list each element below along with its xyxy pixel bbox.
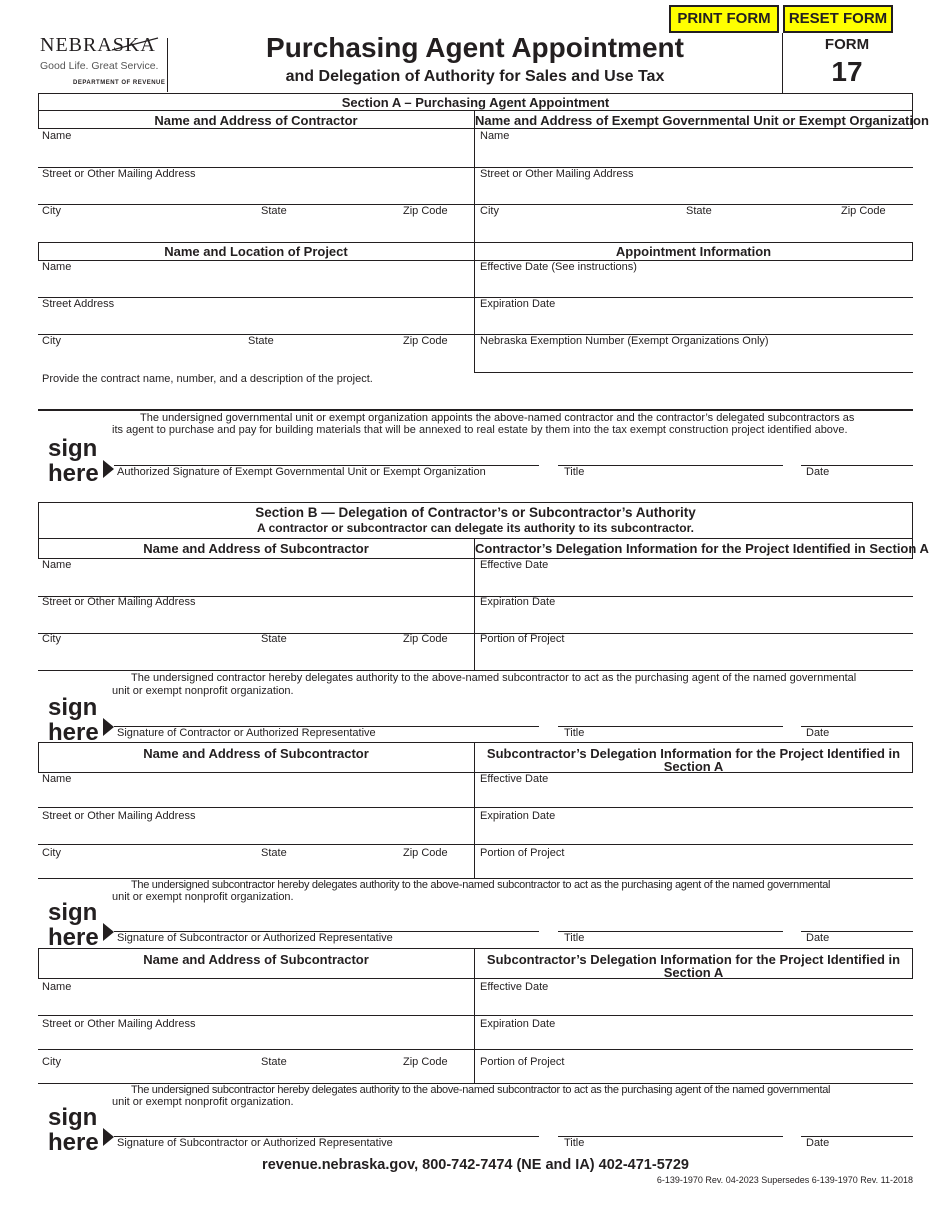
block3-date-field[interactable] [803, 1116, 911, 1134]
logo-department: DEPARTMENT OF REVENUE [73, 80, 166, 86]
block2-name-field[interactable] [42, 788, 470, 806]
sign-here-label [48, 436, 99, 486]
block1-certification-line1: The undersigned contractor hereby delegates authority to the above-named subcontractor to act as the purchasing agent of the named governmental [131, 672, 857, 684]
block2-date-label: Date [806, 932, 830, 944]
rule [38, 1049, 913, 1050]
block3-date-label: Date [806, 1137, 830, 1149]
block1-address-field[interactable] [42, 611, 470, 629]
block2-city-field[interactable] [42, 860, 242, 876]
block1-signature-label: Signature of Contractor or Authorized Representative [117, 727, 376, 739]
project-street-field[interactable] [42, 313, 470, 331]
sign-word: sign [48, 899, 98, 926]
rule [38, 844, 913, 845]
contractor-city-field[interactable] [42, 220, 242, 238]
block1-expiration-field[interactable] [480, 611, 908, 629]
block3-name-field[interactable] [42, 995, 470, 1013]
section-b-subtitle: A contractor or subcontractor can delegate its authority to its subcontractor. [257, 521, 694, 535]
block2-portion-field[interactable] [480, 860, 908, 876]
here-word: here [48, 1129, 99, 1156]
block3-subcontractor-header: Name and Address of Subcontractor [143, 952, 369, 967]
block2-certification-line2: unit or exempt nonprofit organization. [112, 891, 294, 903]
block1-city-label: City [42, 633, 61, 645]
block3-address-label: Street or Other Mailing Address [42, 1018, 196, 1030]
sign-arrow-icon [103, 718, 114, 736]
logo-wordmark: NEBRASKA [40, 34, 156, 56]
exempt-date-label: Date [806, 466, 830, 478]
block1-date-label: Date [806, 727, 830, 739]
block3-certification-line1: The undersigned subcontractor hereby delegates authority to the above-named subcontractor to act as the purchasing agent of the named governmental [131, 1084, 831, 1096]
block1-city-field[interactable] [42, 648, 242, 666]
block2-effective-field[interactable] [480, 788, 908, 806]
sign-here-label [48, 900, 99, 950]
block2-delegation-header-line2: Section A [663, 759, 724, 774]
effective-date-label: Effective Date (See instructions) [480, 261, 637, 273]
block2-address-label: Street or Other Mailing Address [42, 810, 196, 822]
title-line [558, 726, 783, 727]
project-zip-label: Zip Code [403, 335, 448, 347]
block2-state-field[interactable] [261, 860, 381, 876]
block3-state-label: State [261, 1056, 287, 1068]
project-header: Name and Location of Project [164, 244, 348, 259]
block1-address-label: Street or Other Mailing Address [42, 596, 196, 608]
logo-swoosh-icon [110, 36, 160, 52]
block2-zip-label: Zip Code [403, 847, 448, 859]
block3-expiration-field[interactable] [480, 1032, 908, 1048]
exempt-zip-label: Zip Code [841, 205, 886, 217]
logo-tagline: Good Life. Great Service. [40, 60, 159, 72]
contract-description-field[interactable] [42, 388, 908, 406]
appointment-header: Appointment Information [615, 244, 772, 259]
footer-contact: revenue.nebraska.gov, 800-742-7474 (NE and IA) 402-471-5729 [262, 1157, 689, 1173]
form-subtitle: and Delegation of Authority for Sales and Use Tax [285, 68, 665, 85]
block3-title-field[interactable] [560, 1116, 780, 1134]
block3-address-field[interactable] [42, 1032, 470, 1048]
exempt-state-label: State [686, 205, 712, 217]
block3-zip-field[interactable] [403, 1067, 471, 1081]
column-divider [474, 539, 475, 670]
block1-name-field[interactable] [42, 574, 470, 592]
exempt-title-field[interactable] [560, 446, 780, 464]
contractor-header: Name and Address of Contractor [154, 113, 358, 128]
exempt-state-field[interactable] [686, 220, 826, 238]
block3-signature-label: Signature of Subcontractor or Authorized Representative [117, 1137, 393, 1149]
appointment-certification-line2: its agent to purchase and pay for building materials that will be annexed to real estate by them into the tax exempt construction project identified above. [112, 424, 848, 436]
block1-title-label: Title [564, 727, 585, 739]
project-state-field[interactable] [248, 350, 378, 368]
block1-delegation-header: Contractor’s Delegation Information for the Project Identified in Section A [475, 541, 929, 556]
exemption-number-label: Nebraska Exemption Number (Exempt Organizations Only) [480, 335, 769, 347]
block1-zip-label: Zip Code [403, 633, 448, 645]
exempt-address-field[interactable] [480, 183, 908, 201]
footer-form-id: 6-139-1970 Rev. 04-2023 Supersedes 6-139-1970 Rev. 11-2018 [656, 1175, 913, 1185]
section-b-title: Section B — Delegation of Contractor’s or Subcontractor’s Authority [255, 505, 696, 520]
logo-divider [167, 38, 168, 92]
print-form-button[interactable]: PRINT FORM [669, 5, 779, 33]
block1-portion-label: Portion of Project [480, 633, 565, 645]
block3-signature-field[interactable] [116, 1116, 536, 1134]
block2-expiration-label: Expiration Date [480, 810, 556, 822]
exempt-title-label: Title [564, 466, 585, 478]
block2-certification-line1: The undersigned subcontractor hereby delegates authority to the above-named subcontractor to act as the purchasing agent of the named governmental [131, 879, 831, 891]
block3-portion-field[interactable] [480, 1067, 908, 1081]
here-word: here [48, 924, 99, 951]
block3-delegation-header-line2: Section A [663, 965, 724, 980]
here-word: here [48, 719, 99, 746]
form-number: 17 [831, 56, 863, 87]
block3-name-label: Name [42, 981, 72, 993]
block2-date-field[interactable] [803, 911, 911, 929]
block2-address-field[interactable] [42, 825, 470, 843]
block3-city-field[interactable] [42, 1067, 242, 1081]
sign-word: sign [48, 694, 98, 721]
block1-name-label: Name [42, 559, 72, 571]
project-street-label: Street Address [42, 298, 115, 310]
exempt-zip-field[interactable] [841, 220, 909, 238]
block1-effective-field[interactable] [480, 574, 908, 592]
project-zip-field[interactable] [403, 350, 471, 368]
block1-expiration-label: Expiration Date [480, 596, 556, 608]
block3-state-field[interactable] [261, 1067, 381, 1081]
rule [38, 807, 913, 808]
block2-portion-label: Portion of Project [480, 847, 565, 859]
sign-here-label [48, 1105, 99, 1155]
block2-state-label: State [261, 847, 287, 859]
exempt-signature-label: Authorized Signature of Exempt Governmental Unit or Exempt Organization [117, 466, 486, 478]
sign-here-label [48, 695, 99, 745]
contractor-zip-field[interactable] [403, 220, 471, 238]
block2-effective-label: Effective Date [480, 773, 549, 785]
sign-word: sign [48, 435, 98, 462]
block3-title-label: Title [564, 1137, 585, 1149]
block2-signature-label: Signature of Subcontractor or Authorized Representative [117, 932, 393, 944]
project-name-label: Name [42, 261, 72, 273]
block3-delegation-header-line1: Subcontractor’s Delegation Information for the Project Identified in [486, 952, 901, 967]
block2-delegation-header-line1: Subcontractor’s Delegation Information for the Project Identified in [486, 746, 901, 761]
rule [38, 128, 913, 129]
block3-effective-label: Effective Date [480, 981, 549, 993]
block3-portion-label: Portion of Project [480, 1056, 565, 1068]
effective-date-field[interactable] [480, 276, 908, 294]
block1-effective-label: Effective Date [480, 559, 549, 571]
reset-form-button[interactable]: RESET FORM [783, 5, 893, 33]
block1-zip-field[interactable] [403, 648, 471, 666]
expiration-date-field[interactable] [480, 313, 908, 331]
exempt-address-label: Street or Other Mailing Address [480, 168, 634, 180]
nebraska-logo [38, 34, 168, 92]
exempt-signature-field[interactable] [116, 446, 536, 464]
exempt-city-field[interactable] [480, 220, 680, 238]
block1-date-field[interactable] [803, 706, 911, 724]
section-a-title: Section A – Purchasing Agent Appointment [341, 95, 610, 110]
sign-arrow-icon [103, 1128, 114, 1146]
block1-signature-field[interactable] [116, 706, 536, 724]
sign-arrow-icon [103, 923, 114, 941]
contractor-name-field[interactable] [42, 146, 470, 164]
sign-arrow-icon [103, 460, 114, 478]
form-title: Purchasing Agent Appointment [266, 32, 684, 63]
block3-zip-label: Zip Code [403, 1056, 448, 1068]
project-state-label: State [248, 335, 274, 347]
rule [38, 670, 913, 671]
block2-zip-field[interactable] [403, 860, 471, 876]
block2-city-label: City [42, 847, 61, 859]
contractor-state-field[interactable] [261, 220, 381, 238]
exemption-number-field[interactable] [480, 350, 908, 368]
contractor-address-field[interactable] [42, 183, 470, 201]
rule [474, 372, 913, 373]
contractor-state-label: State [261, 205, 287, 217]
exempt-org-header: Name and Address of Exempt Governmental Unit or Exempt Organization [475, 113, 929, 128]
block3-certification-line2: unit or exempt nonprofit organization. [112, 1096, 294, 1108]
block3-city-label: City [42, 1056, 61, 1068]
rule [38, 633, 913, 634]
block1-subcontractor-header: Name and Address of Subcontractor [143, 541, 369, 556]
block2-signature-field[interactable] [116, 911, 536, 929]
exempt-name-field[interactable] [480, 146, 908, 164]
contract-description-label: Provide the contract name, number, and a description of the project. [42, 373, 373, 385]
block2-expiration-field[interactable] [480, 825, 908, 843]
exempt-city-label: City [480, 205, 499, 217]
appointment-certification-line1: The undersigned governmental unit or exempt organization appoints the above-named contractor and the contractor’s delegated subcontractors as [140, 412, 855, 424]
project-city-label: City [42, 335, 61, 347]
block1-state-label: State [261, 633, 287, 645]
block2-title-label: Title [564, 932, 585, 944]
block2-subcontractor-header: Name and Address of Subcontractor [143, 746, 369, 761]
block1-state-field[interactable] [261, 648, 381, 666]
title-line [558, 931, 783, 932]
block1-certification-line2: unit or exempt nonprofit organization. [112, 685, 294, 697]
title-line [558, 465, 783, 466]
here-word: here [48, 460, 99, 487]
expiration-date-label: Expiration Date [480, 298, 556, 310]
block3-expiration-label: Expiration Date [480, 1018, 556, 1030]
contractor-name-label: Name [42, 130, 72, 142]
rule [38, 409, 913, 411]
exempt-date-field[interactable] [803, 446, 911, 464]
contractor-address-label: Street or Other Mailing Address [42, 168, 196, 180]
project-city-field[interactable] [42, 350, 232, 368]
form-label: FORM [824, 36, 870, 53]
exempt-name-label: Name [480, 130, 510, 142]
block1-title-field[interactable] [560, 706, 780, 724]
sign-word: sign [48, 1104, 98, 1131]
block2-name-label: Name [42, 773, 72, 785]
contractor-zip-label: Zip Code [403, 205, 448, 217]
project-name-field[interactable] [42, 276, 470, 294]
block1-portion-field[interactable] [480, 648, 908, 666]
contractor-city-label: City [42, 205, 61, 217]
block2-title-field[interactable] [560, 911, 780, 929]
title-line [558, 1136, 783, 1137]
rule [38, 1015, 913, 1016]
block3-effective-field[interactable] [480, 995, 908, 1013]
